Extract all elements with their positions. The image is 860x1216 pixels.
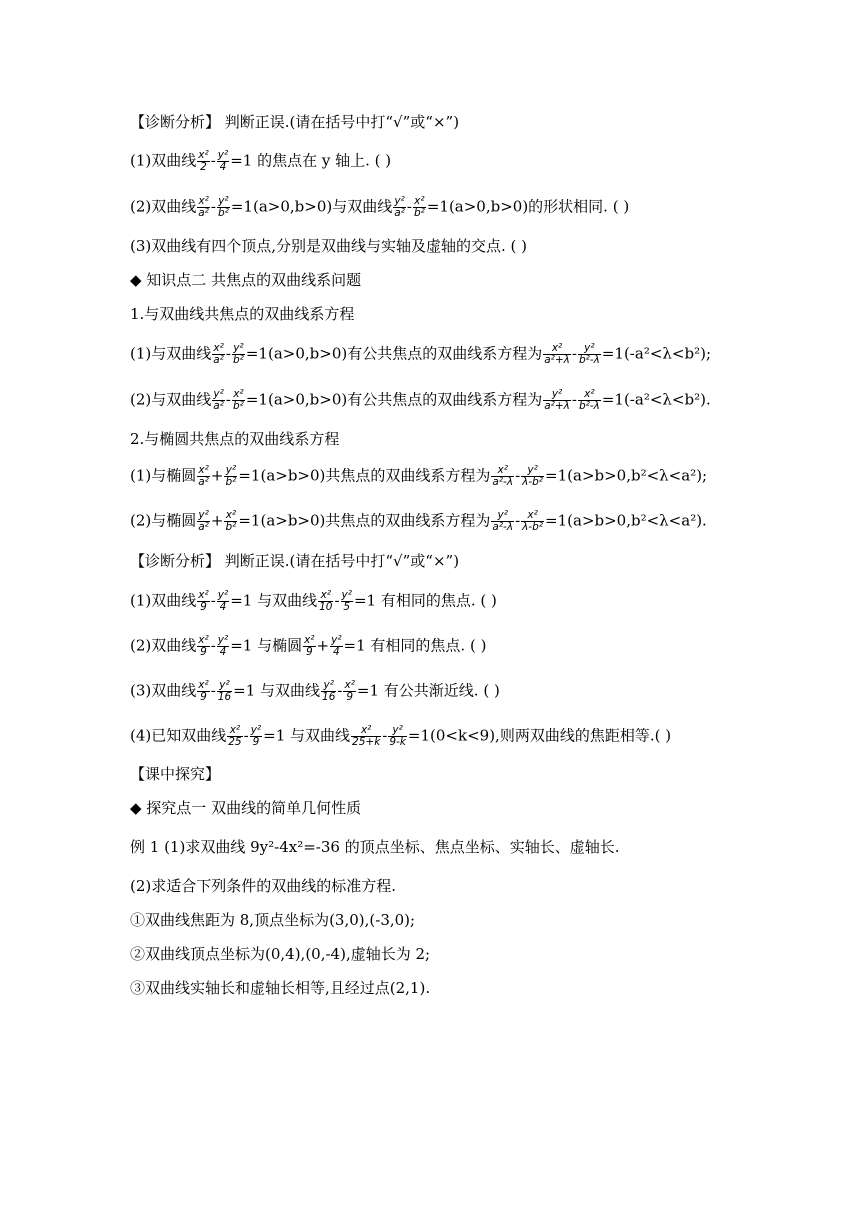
text-segment: =1 与双曲线 xyxy=(233,681,321,700)
text-segment: - xyxy=(210,591,216,610)
fraction-numerator: x² xyxy=(198,195,209,207)
text-segment: - xyxy=(515,466,521,485)
text-segment: =1 有相同的焦点. ( ) xyxy=(353,591,497,610)
fraction xyxy=(343,680,355,703)
fraction-denominator: 16 xyxy=(217,691,232,703)
text-segment: - xyxy=(337,681,343,700)
text-segment: =1(-a²<λ<b²); xyxy=(601,344,711,363)
fraction-numerator: y² xyxy=(578,343,601,355)
fraction-denominator: 9 xyxy=(200,646,207,658)
fraction-denominator: a² xyxy=(198,207,209,219)
fraction-numerator: y² xyxy=(521,465,544,477)
fraction-numerator: x² xyxy=(213,342,224,354)
fraction xyxy=(217,150,229,173)
text-segment: (3)双曲线 xyxy=(130,681,197,700)
fraction xyxy=(197,510,210,533)
fraction xyxy=(388,725,407,748)
text-segment: (2)与椭圆 xyxy=(130,511,197,530)
text-line: 例 1 (1)求双曲线 9y²-4x²=-36 的顶点坐标、焦点坐标、实轴长、虚轴长. xyxy=(130,838,620,856)
fraction-numerator: y² xyxy=(217,680,232,692)
text-line: ②双曲线顶点坐标为(0,4),(0,-4),虚轴长为 2; xyxy=(130,945,431,963)
text-segment: =1 有公共渐近线. ( ) xyxy=(356,681,500,700)
fraction xyxy=(341,590,353,613)
fraction xyxy=(217,196,230,219)
fraction xyxy=(212,389,225,412)
fraction xyxy=(224,510,237,533)
text-line: ①双曲线焦距为 8,顶点坐标为(3,0),(-3,0); xyxy=(130,911,416,929)
fraction-numerator: x² xyxy=(198,589,209,601)
fraction xyxy=(232,343,245,366)
text-line: ③双曲线实轴长和虚轴长相等,且经过点(2,1). xyxy=(130,979,431,997)
fraction xyxy=(521,465,544,488)
fraction xyxy=(578,343,601,366)
text-segment: + xyxy=(316,636,330,655)
fraction-numerator: x² xyxy=(344,679,355,691)
text-line xyxy=(130,725,671,748)
fraction-numerator: y² xyxy=(217,634,229,646)
fraction-denominator: 25+k xyxy=(352,736,381,748)
fraction-denominator: 25 xyxy=(228,736,242,748)
text-segment: =1(a>b>0)共焦点的双曲线系方程为 xyxy=(238,466,491,485)
text-line xyxy=(130,510,707,533)
fraction-numerator: x² xyxy=(198,679,209,691)
fraction-numerator: x² xyxy=(198,464,209,476)
text-segment: - xyxy=(571,390,577,409)
fraction xyxy=(521,510,544,533)
text-segment: =1(a>0,b>0)有公共焦点的双曲线系方程为 xyxy=(245,344,543,363)
text-segment: + xyxy=(210,466,224,485)
text-line xyxy=(130,196,629,219)
text-line: ◆ 探究点一 双曲线的简单几何性质 xyxy=(130,799,362,817)
fraction-numerator: y² xyxy=(198,509,209,521)
fraction-denominator: a²-λ xyxy=(492,476,514,488)
text-line xyxy=(130,680,500,703)
fraction-denominator: 4 xyxy=(332,646,340,658)
fraction-denominator: a²+λ xyxy=(544,400,570,412)
fraction xyxy=(543,389,571,412)
fraction-denominator: 9-k xyxy=(389,736,406,748)
fraction xyxy=(232,389,245,412)
text-segment: =1 与双曲线 xyxy=(263,726,351,745)
fraction xyxy=(212,343,225,366)
text-line: (2)求适合下列条件的双曲线的标准方程. xyxy=(130,877,397,895)
fraction-denominator: b² xyxy=(225,476,237,488)
fraction-denominator: 4 xyxy=(219,161,227,173)
fraction-denominator: 4 xyxy=(219,646,227,658)
fraction-numerator: y² xyxy=(250,724,262,736)
text-segment: =1 的焦点在 y 轴上. ( ) xyxy=(230,151,392,170)
text-segment: - xyxy=(515,511,521,530)
fraction-numerator: y² xyxy=(218,195,229,207)
fraction xyxy=(217,635,229,658)
text-line: 2.与椭圆共焦点的双曲线系方程 xyxy=(130,430,340,448)
fraction xyxy=(393,196,406,219)
fraction xyxy=(321,680,336,703)
fraction-numerator: x² xyxy=(578,389,601,401)
fraction xyxy=(351,725,381,748)
text-segment: - xyxy=(225,344,231,363)
fraction-numerator: y² xyxy=(233,342,244,354)
fraction-numerator: y² xyxy=(331,634,342,646)
text-segment: (2)双曲线 xyxy=(130,636,197,655)
text-segment: - xyxy=(210,197,216,216)
text-line xyxy=(130,150,391,173)
text-segment: (1)与双曲线 xyxy=(130,344,212,363)
fraction-numerator: x² xyxy=(304,634,315,646)
fraction-denominator: a² xyxy=(213,354,224,366)
text-segment: =1(a>0,b>0)的形状相同. ( ) xyxy=(426,197,630,216)
fraction-denominator: 10 xyxy=(319,601,333,613)
fraction-denominator: b² xyxy=(232,400,244,412)
fraction-numerator: x² xyxy=(491,465,514,477)
text-line: ◆ 知识点二 共焦点的双曲线系问题 xyxy=(130,271,362,289)
fraction-numerator: y² xyxy=(394,195,405,207)
fraction xyxy=(197,150,209,173)
text-segment: (4)已知双曲线 xyxy=(130,726,227,745)
text-segment: - xyxy=(225,390,231,409)
fraction xyxy=(491,510,514,533)
fraction xyxy=(197,635,209,658)
fraction-numerator: y² xyxy=(321,680,336,692)
text-segment: (2)双曲线 xyxy=(130,197,197,216)
text-segment: =1(a>0,b>0)与双曲线 xyxy=(230,197,393,216)
fraction-denominator: 2 xyxy=(200,161,207,173)
text-segment: =1(-a²<λ<b²). xyxy=(601,390,711,409)
fraction-numerator: y² xyxy=(225,464,237,476)
fraction xyxy=(491,465,514,488)
fraction-numerator: x² xyxy=(318,590,333,602)
text-segment: - xyxy=(210,681,216,700)
fraction xyxy=(330,635,342,658)
fraction-denominator: 9 xyxy=(346,691,354,703)
text-line xyxy=(130,590,497,613)
fraction-denominator: 16 xyxy=(322,691,336,703)
fraction-denominator: 4 xyxy=(219,601,227,613)
text-segment: - xyxy=(210,151,216,170)
text-segment: =1(a>b>0,b²<λ<a²). xyxy=(545,511,707,530)
text-line xyxy=(130,389,711,412)
text-segment: =1 有相同的焦点. ( ) xyxy=(343,636,487,655)
text-segment: (1)双曲线 xyxy=(130,591,197,610)
text-segment: =1(a>b>0,b²<λ<a²); xyxy=(545,466,708,485)
fraction-denominator: a²-λ xyxy=(492,521,514,533)
fraction xyxy=(250,725,262,748)
text-line xyxy=(130,465,707,488)
fraction xyxy=(217,590,229,613)
fraction xyxy=(197,196,210,219)
text-segment: - xyxy=(334,591,340,610)
fraction-denominator: b²-λ xyxy=(578,354,600,366)
fraction-denominator: b²-λ xyxy=(578,400,600,412)
text-segment: =1(a>0,b>0)有公共焦点的双曲线系方程为 xyxy=(245,390,543,409)
fraction-denominator: a²+λ xyxy=(544,354,570,366)
fraction xyxy=(197,680,209,703)
text-segment: - xyxy=(406,197,412,216)
fraction-denominator: b² xyxy=(225,521,237,533)
fraction xyxy=(224,465,237,488)
text-segment: (2)与双曲线 xyxy=(130,390,212,409)
fraction-numerator: x² xyxy=(521,510,544,522)
fraction-numerator: y² xyxy=(217,589,229,601)
text-segment: (1)与椭圆 xyxy=(130,466,197,485)
text-line: (3)双曲线有四个顶点,分别是双曲线与实轴及虚轴的交点. ( ) xyxy=(130,237,528,255)
fraction-numerator: x² xyxy=(198,634,209,646)
fraction-denominator: 5 xyxy=(343,601,351,613)
fraction-denominator: 9 xyxy=(200,691,207,703)
text-segment: - xyxy=(571,344,577,363)
text-segment: (1)双曲线 xyxy=(130,151,197,170)
text-segment: =1 与椭圆 xyxy=(230,636,303,655)
fraction-denominator: 9 xyxy=(252,736,260,748)
fraction xyxy=(578,389,601,412)
text-line xyxy=(130,343,711,366)
fraction xyxy=(318,590,333,613)
text-segment: =1 与双曲线 xyxy=(230,591,318,610)
fraction-numerator: x² xyxy=(198,149,209,161)
text-segment: =1(a>b>0)共焦点的双曲线系方程为 xyxy=(238,511,491,530)
fraction-numerator: x² xyxy=(227,725,242,737)
text-segment: - xyxy=(243,726,249,745)
text-line: 【课中探究】 xyxy=(130,765,221,783)
text-segment: - xyxy=(382,726,388,745)
text-segment: - xyxy=(210,636,216,655)
fraction-numerator: y² xyxy=(341,589,352,601)
fraction-denominator: λ-b² xyxy=(522,476,544,488)
text-line: 【诊断分析】 判断正误.(请在括号中打“√”或“×”) xyxy=(130,113,460,131)
fraction xyxy=(227,725,242,748)
fraction-denominator: a² xyxy=(198,521,209,533)
fraction-denominator: b² xyxy=(232,354,244,366)
fraction-denominator: λ-b² xyxy=(522,521,544,533)
fraction-denominator: a² xyxy=(213,400,224,412)
fraction-numerator: x² xyxy=(225,509,237,521)
text-line: 1.与双曲线共焦点的双曲线系方程 xyxy=(130,305,355,323)
fraction-denominator: b² xyxy=(217,207,229,219)
fraction xyxy=(303,635,315,658)
fraction xyxy=(543,343,571,366)
text-segment: =1(0<k<9),则两双曲线的焦距相等.( ) xyxy=(407,726,672,745)
fraction-denominator: 9 xyxy=(200,601,207,613)
text-segment: + xyxy=(210,511,224,530)
fraction-numerator: y² xyxy=(543,389,571,401)
fraction-numerator: x² xyxy=(414,195,425,207)
fraction-denominator: a² xyxy=(394,207,405,219)
fraction-denominator: a² xyxy=(198,476,209,488)
fraction xyxy=(197,465,210,488)
fraction xyxy=(197,590,209,613)
fraction-numerator: x² xyxy=(543,343,571,355)
fraction-numerator: y² xyxy=(491,510,514,522)
fraction-denominator: 9 xyxy=(305,646,313,658)
fraction-numerator: x² xyxy=(233,388,244,400)
fraction xyxy=(217,680,232,703)
fraction-numerator: y² xyxy=(213,388,224,400)
fraction-denominator: b² xyxy=(413,207,425,219)
text-line: 【诊断分析】 判断正误.(请在括号中打“√”或“×”) xyxy=(130,552,460,570)
fraction-numerator: y² xyxy=(217,149,229,161)
text-line xyxy=(130,635,486,658)
fraction-numerator: x² xyxy=(351,725,381,737)
fraction-numerator: y² xyxy=(388,725,407,737)
fraction xyxy=(413,196,426,219)
